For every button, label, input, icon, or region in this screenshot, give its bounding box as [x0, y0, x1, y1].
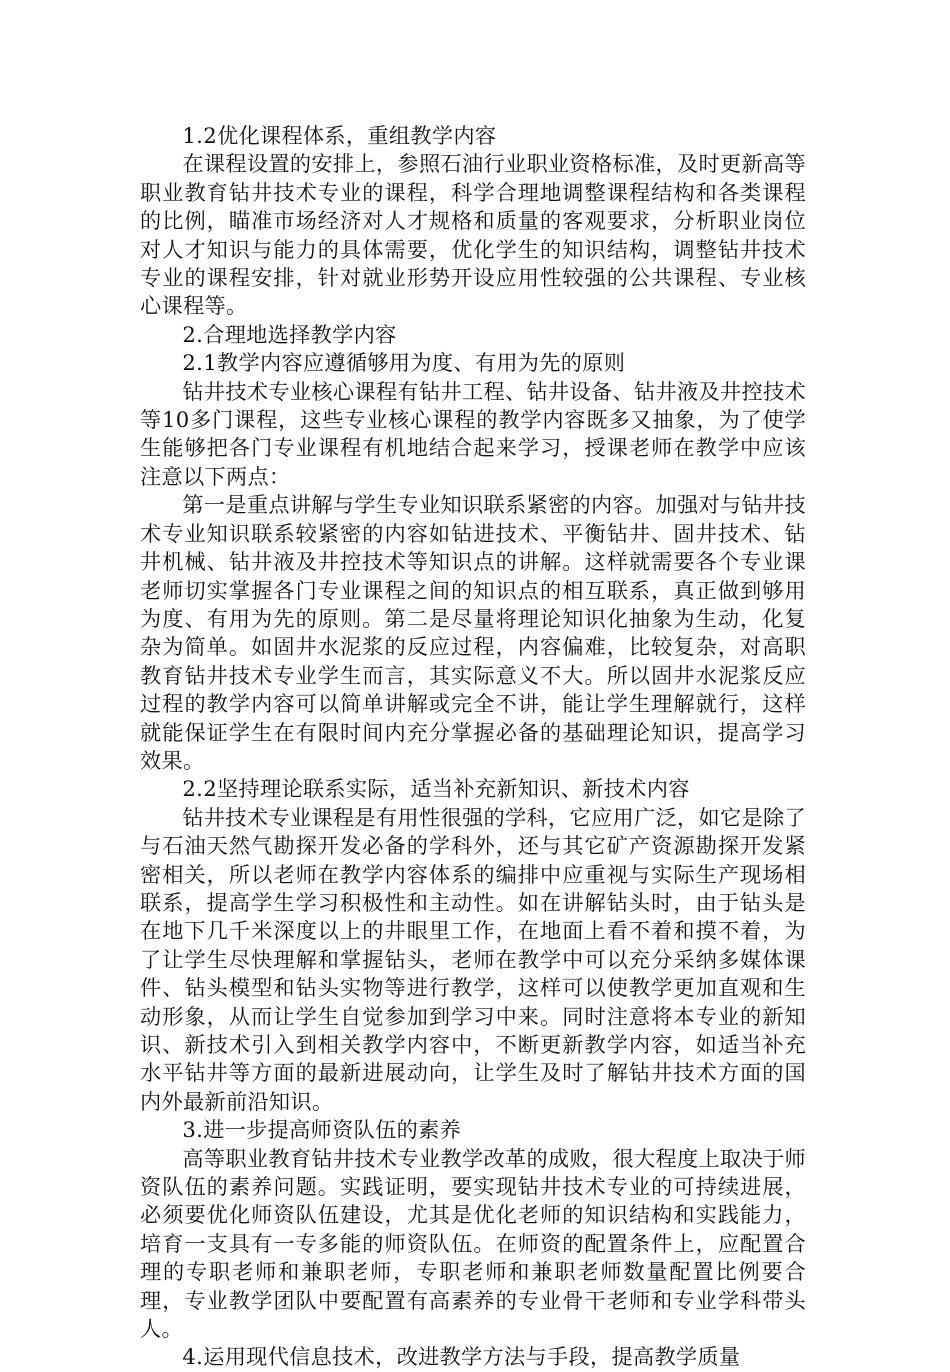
- paragraph: 高等职业教育钻井技术专业教学改革的成败，很大程度上取决于师资队伍的素养问题。实践证明，要实现钻井技术专业的可持续进展，必须要优化师资队伍建设，尤其是优化老师的知识结构和实践能力，培育一支具有一专多能的师资队伍。在师资的配置条件上，应配置合理的专职老师和兼职老师，专职老师和兼职老师数量配置比例要合理，专业教学团队中要配置有高素养的专业骨干老师和专业学科带头人。: [140, 1145, 806, 1342]
- section-heading-3: 3.进一步提高师资队伍的素养: [182, 1117, 462, 1143]
- paragraph: 钻井技术专业核心课程有钻井工程、钻井设备、钻井液及井控技术等10多门课程，这些专业核心课程的教学内容既多又抽象，为了使学生能够把各门专业课程有机地结合起来学习，授课老师在教学中应该注意以下两点：: [140, 378, 806, 489]
- paragraph: 钻井技术专业课程是有用性很强的学科，它应用广泛，如它是除了与石油天然气勘探开发必备的学科外，还与其它矿产资源勘探开发紧密相关，所以老师在教学内容体系的编排中应重视与实际生产现场相联系，提高学生学习积极性和主动性。如在讲解钻头时，由于钻头是在地下几千米深度以上的井眼里工作，在地面上看不着和摸不着，为了让学生尽快理解和掌握钻头，老师在教学中可以充分采纳多媒体课件、钻头模型和钻头实物等进行教学，这样可以使教学更加直观和生动形象，从而让学生自觉参加到学习中来。同时注意将本专业的新知识、新技术引入到相关教学内容中，不断更新教学内容，如适当补充水平钻井等方面的最新进展动向，让学生及时了解钻井技术方面的国内外最新前沿知识。: [140, 804, 806, 1114]
- section-heading-2-1: 2.1教学内容应遵循够用为度、有用为先的原则: [182, 350, 626, 376]
- section-heading-1-2: 1.2优化课程体系，重组教学内容: [182, 123, 497, 148]
- section-heading-2-2: 2.2坚持理论联系实际，适当补充新知识、新技术内容: [182, 776, 690, 802]
- section-heading-4: 4.运用现代信息技术，改进教学方法与手段，提高教学质量: [182, 1344, 741, 1370]
- paragraph: 在课程设置的安排上，参照石油行业职业资格标准，及时更新高等职业教育钻井技术专业的课程，科学合理地调整课程结构和各类课程的比例，瞄准市场经济对人才规格和质量的客观要求，分析职业岗位对人才知识与能力的具体需要，优化学生的知识结构，调整钻井技术专业的课程安排，针对就业形势开设应用性较强的公共课程、专业核心课程等。: [140, 151, 806, 319]
- section-heading-2: 2.合理地选择教学内容: [182, 321, 397, 347]
- paragraph: 第一是重点讲解与学生专业知识联系紧密的内容。加强对与钻井技术专业知识联系较紧密的内容如钻进技术、平衡钻井、固井技术、钻井机械、钻井液及井控技术等知识点的讲解。这样就需要各个专业课老师切实掌握各门专业课程之间的知识点的相互联系，真正做到够用为度、有用为先的原则。第二是尽量将理论知识化抽象为生动，化复杂为简单。如固井水泥浆的反应过程，内容偏难，比较复杂，对高职教育钻井技术专业学生而言，其实际意义不大。所以固井水泥浆反应过程的教学内容可以简单讲解或完全不讲，能让学生理解就行，这样就能保证学生在有限时间内充分掌握必备的基础理论知识，提高学习效果。: [140, 492, 806, 773]
- document-body: [140, 122, 806, 1372]
